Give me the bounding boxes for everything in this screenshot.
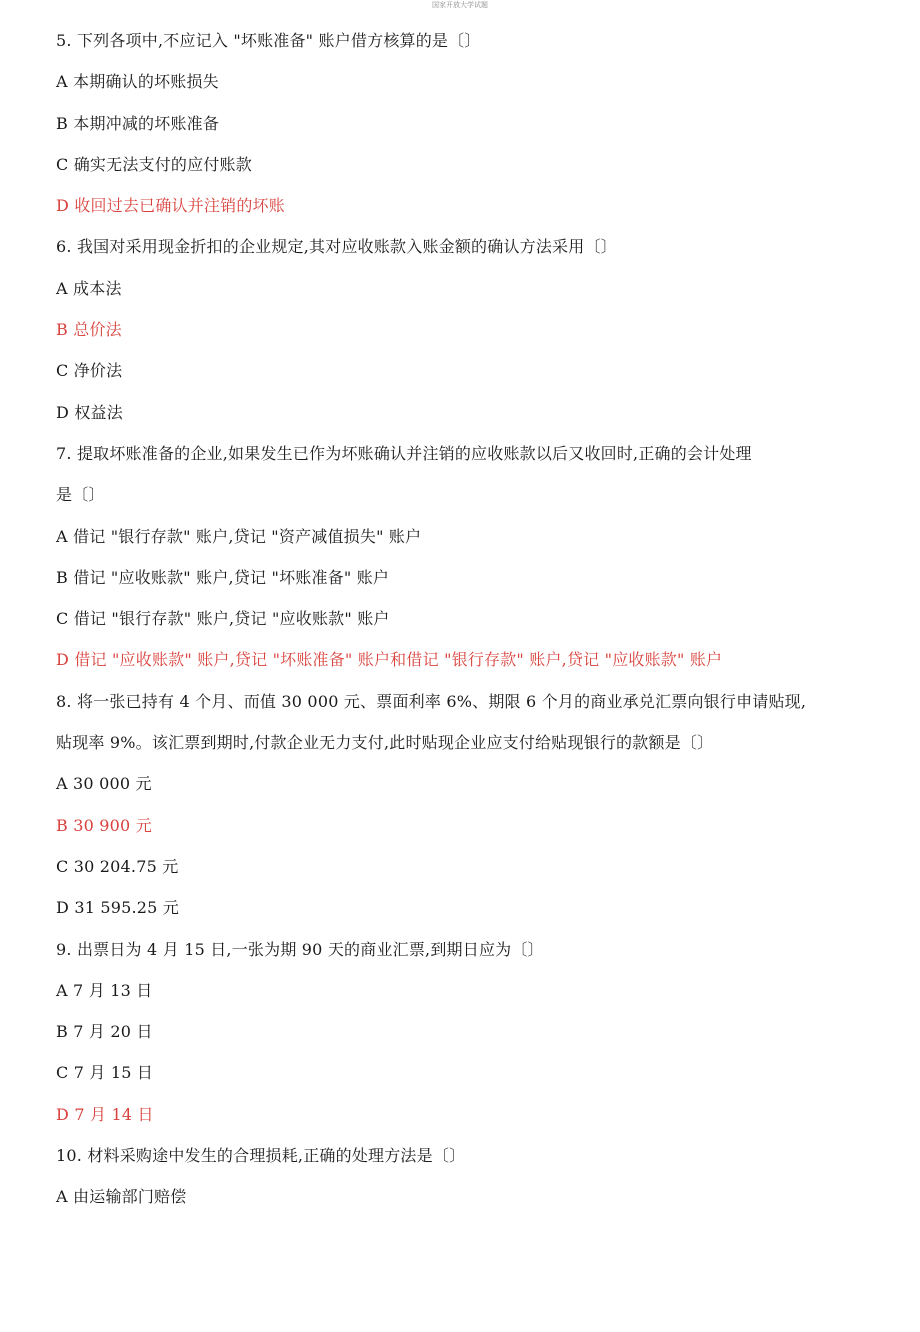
question-6-option-c: C 净价法 — [56, 361, 123, 381]
question-5-option-b: B 本期冲减的坏账准备 — [56, 113, 220, 133]
question-8-stem-continued: 贴现率 9%。该汇票到期时,付款企业无力支付,此时贴现企业应支付给贴现银行的款额是〔〕 — [56, 733, 714, 753]
question-6-option-b-answer: B 总价法 — [56, 320, 122, 340]
question-8-option-a: A 30 000 元 — [56, 774, 152, 794]
question-7-option-a: A 借记 "银行存款" 账户,贷记 "资产减值损失" 账户 — [56, 526, 422, 546]
question-9-stem: 9. 出票日为 4 月 15 日,一张为期 90 天的商业汇票,到期日应为〔〕 — [56, 939, 544, 959]
question-8-stem: 8. 将一张已持有 4 个月、而值 30 000 元、票面利率 6%、期限 6 个月的商业承兑汇票向银行申请贴现, — [56, 691, 807, 711]
question-8-option-c: C 30 204.75 元 — [56, 856, 179, 876]
question-6-option-d: D 权益法 — [56, 402, 123, 422]
question-5-stem: 5. 下列各项中,不应记入 "坏账准备" 账户借方核算的是〔〕 — [56, 31, 481, 50]
question-9-option-a: A 7 月 13 日 — [56, 980, 153, 1000]
page-header: 国家开放大学试题 — [432, 1, 488, 9]
question-10-option-a: A 由运输部门赔偿 — [56, 1187, 187, 1207]
document-body — [56, 20, 856, 1218]
question-9-option-c: C 7 月 15 日 — [56, 1063, 154, 1083]
question-9-option-d-answer: D 7 月 14 日 — [56, 1104, 154, 1124]
question-7-option-b: B 借记 "应收账款" 账户,贷记 "坏账准备" 账户 — [56, 567, 390, 587]
question-7-stem: 7. 提取坏账准备的企业,如果发生已作为坏账确认并注销的应收账款以后又收回时,正确的会计处理 — [56, 443, 752, 463]
question-5-option-c: C 确实无法支付的应付账款 — [56, 154, 252, 174]
question-5-option-d-answer: D 收回过去已确认并注销的坏账 — [56, 196, 285, 216]
question-8-option-d: D 31 595.25 元 — [56, 898, 180, 918]
question-7-option-c: C 借记 "银行存款" 账户,贷记 "应收账款" 账户 — [56, 609, 390, 629]
question-10-stem: 10. 材料采购途中发生的合理损耗,正确的处理方法是〔〕 — [56, 1146, 466, 1166]
question-8-option-b-answer: B 30 900 元 — [56, 815, 152, 835]
question-6-stem: 6. 我国对采用现金折扣的企业规定,其对应收账款入账金额的确认方法采用〔〕 — [56, 237, 617, 257]
question-7-stem-continued: 是〔〕 — [56, 485, 105, 505]
question-5-option-a: A 本期确认的坏账损失 — [56, 72, 219, 92]
question-7-option-d-answer: D 借记 "应收账款" 账户,贷记 "坏账准备" 账户和借记 "银行存款" 账户,贷记 "应收账款" 账户 — [56, 650, 723, 670]
question-6-option-a: A 成本法 — [56, 278, 122, 298]
question-9-option-b: B 7 月 20 日 — [56, 1022, 153, 1042]
